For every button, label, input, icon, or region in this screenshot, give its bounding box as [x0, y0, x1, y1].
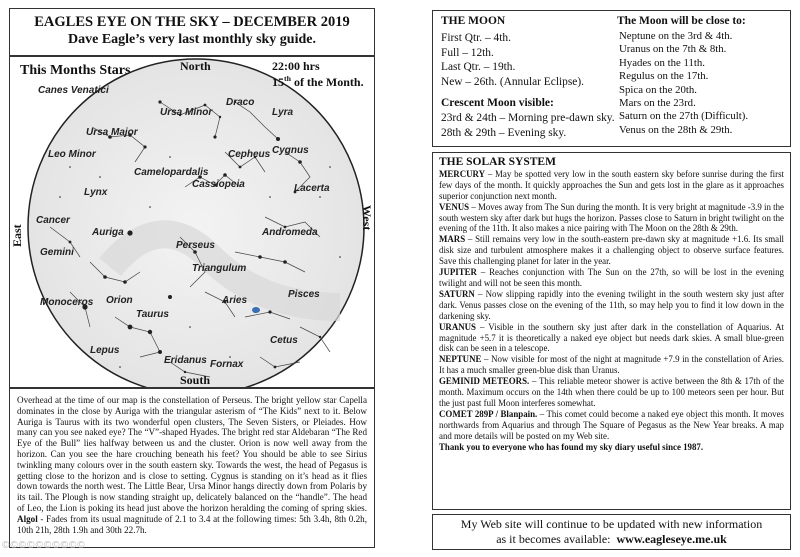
description-text: Overhead at the time of our map is the constellation of Perseus. The bright yellow star Capella dominates in the close by Auriga with the triangular asterism of “The Kids” next to it. Below Auriga is Taurus with its two wonderful open clusters, The Seven Sisters, or Pleiades. How many can you see naked eye? The “V”-shaped Hyades. The bright red star Aldebaran “The Red Eye of the Bull” lies halfway between us and the cluster. Orion is now well away from the horizon. Can you see the hare crouching beneath his feet? You should be able to see Sirius twinkling many colours over in the south eastern sky. Towards the west, the head of Pegasus is getting close to the horizon and is close to setting. Cygnus is standing on it’s head as it flies down towards the north west. The Little Bear, Ursa Minor hangs directly down from Polaris by its tail. The Plough is now standing straight up, delicately balanced on the “handle”. The head of Leo, the Lion is poking its head just above the horizon heralding the coming of spring skies. — [17, 395, 367, 513]
moon-close-item: Spica on the 20th. — [619, 83, 697, 96]
map-heading: This Months Stars — [20, 63, 131, 78]
moon-phase-item: New – 26th. (Annular Eclipse). — [441, 75, 584, 88]
solar-heading: THE SOLAR SYSTEM — [439, 156, 556, 168]
solar-item-mars: MARS – Still remains very low in the south-eastern pre-dawn sky at magnitude +1.6. Its small disk size and turbulent atmosphere makes it a challenging object to observe surface features. Save this challenging planet for later in the year. — [439, 234, 784, 267]
label-pisces: Pisces — [288, 289, 320, 300]
solar-item-geminids: GEMINID METEORS. – This reliable meteor shower is active between the 8th & 17th of the month. Maximum occurs on the 14th when there could be up to 100 meteors seen per hour. But the just past full Moon interferes somewhat. — [439, 376, 784, 408]
website-link[interactable]: www.eagleseye.me.uk — [616, 532, 727, 546]
algol-label: Algol — [17, 513, 38, 524]
label-triangulum: Triangulum — [192, 263, 247, 274]
label-cygnus: Cygnus — [272, 145, 309, 156]
label-auriga: Auriga — [92, 227, 124, 238]
solar-system-box — [432, 152, 791, 510]
moon-close-item: Saturn on the 27th (Difficult). — [619, 110, 749, 123]
moon-close-heading: The Moon will be close to: — [617, 15, 746, 27]
thanks-note: Thank you to everyone who has found my sky diary useful since 1987. — [439, 441, 704, 452]
website-box — [432, 514, 791, 550]
map-time: 22:00 hrs — [272, 59, 320, 73]
label-cepheus: Cepheus — [228, 149, 271, 160]
solar-item-venus: VENUS – Moves away from The Sun during the month. It is very bright at magnitude -3.9 in the south western sky after dark but hugs the horizon. Passes close to Saturn in bright twilight on the evening of the 11th. It also makes a nice pairing with The Moon on the 28th & 29th. — [439, 201, 784, 234]
page-subtitle: Dave Eagle’s very last monthly sky guide. — [68, 32, 316, 47]
compass-south: South — [180, 373, 211, 387]
label-ursa-minor: Ursa Minor — [160, 107, 213, 118]
label-gemini: Gemini — [40, 247, 74, 258]
solar-item-mercury: MERCURY – May be spotted very low in the south eastern sky before sunrise during the first few days of the month. It quickly approaches the Sun and gets lost in the glare as it approaches superior conjunction next month. — [439, 168, 784, 201]
solar-item-neptune: NEPTUNE – Now visible for most of the night at magnitude +7.9 in the constellation of Aries. It has a much smaller green-blue disk than Uranus. — [439, 354, 784, 376]
solar-item-uranus: URANUS – Visible in the southern sky just after dark in the constellation of Aquarius. At magnitude +5.7 it is theoretically a naked eye object but needs dark skies. A small blue-green disk can be seen in a telescope. — [439, 321, 784, 354]
watermark: ©©©©©©©©©© — [2, 540, 86, 551]
star-map — [9, 56, 375, 388]
map-date: 15th of the Month. — [272, 74, 364, 89]
label-cassiopeia: Cassiopeia — [192, 179, 245, 190]
moon-close-item: Neptune on the 3rd & 4th. — [619, 30, 733, 42]
label-cancer: Cancer — [36, 215, 70, 226]
compass-east: East — [10, 224, 24, 247]
header-box — [9, 8, 375, 56]
label-orion: Orion — [106, 295, 133, 306]
label-aries: Aries — [222, 295, 248, 306]
algol-text: - Fades from its usual magnitude of 2.1 to 3.4 at the following times: 5th 3.4h, 8th 0.2h, 10th 21h, 28th 1.9h and 30th 22.7h. — [17, 513, 367, 535]
moon-phases — [441, 31, 584, 89]
label-andromeda: Andromeda — [262, 227, 318, 238]
page-title: EAGLES EYE ON THE SKY – DECEMBER 2019 — [34, 14, 350, 30]
crescent-heading: Crescent Moon visible: — [441, 97, 554, 109]
crescent-list — [441, 111, 615, 140]
solar-item-comet: COMET 289P / Blanpain. – This comet could become a naked eye object this month. It moves northwards from Aquarius and through The Square of Pegasus as the New Year breaks. A map and more details will be posted on my Web site. — [439, 408, 784, 441]
moon-close-item: Regulus on the 17th. — [619, 70, 709, 83]
moon-close-item: Uranus on the 7th & 8th. — [619, 43, 727, 56]
moon-phase-item: Last Qtr. – 19th. — [441, 61, 516, 73]
label-ursa-major: Ursa Major — [86, 127, 138, 138]
website-line1: My Web site will continue to be updated with new information — [460, 517, 763, 531]
label-canes-venatici: Canes Venatici — [38, 85, 109, 96]
moon-phase-item: First Qtr. – 4th. — [441, 32, 511, 44]
label-fornax: Fornax — [210, 359, 244, 370]
label-draco: Draco — [226, 97, 255, 108]
label-perseus: Perseus — [176, 240, 215, 251]
website-line2: as it becomes available: www.eagleseye.me.uk — [496, 532, 727, 546]
moon-box — [432, 10, 791, 147]
solar-item-jupiter: JUPITER – Reaches conjunction with The Sun on the 27th, so will be lost in the evening twilight and will not be seen this month. — [439, 267, 784, 288]
label-cetus: Cetus — [270, 335, 298, 346]
crescent-item: 23rd & 24th – Morning pre-dawn sky. — [441, 112, 615, 124]
moon-close-list — [619, 30, 748, 137]
neptune-marker — [252, 307, 260, 313]
compass-north: North — [180, 59, 211, 73]
label-eridanus: Eridanus — [164, 355, 207, 366]
crescent-item: 28th & 29th – Evening sky. — [441, 126, 567, 139]
label-lepus: Lepus — [90, 345, 120, 356]
moon-close-item: Mars on the 23rd. — [619, 97, 696, 110]
solar-item-saturn: SATURN – Now slipping rapidly into the evening twilight in the south western sky just after dark. Venus passes close on the evening of the 11th, so may help you to find it low down in the darkening sky. — [439, 288, 784, 321]
label-lacerta: Lacerta — [294, 183, 330, 194]
label-camelopardalis: Camelopardalis — [134, 167, 209, 178]
label-monoceros: Monoceros — [40, 297, 94, 308]
moon-close-item: Hyades on the 11th. — [619, 56, 705, 69]
label-leo-minor: Leo Minor — [48, 149, 96, 160]
label-lyra: Lyra — [272, 107, 294, 118]
moon-phase-item: Full – 12th. — [441, 46, 494, 59]
compass-west: West — [360, 205, 374, 231]
moon-close-item: Venus on the 28th & 29th. — [619, 123, 733, 136]
label-taurus: Taurus — [136, 309, 169, 320]
label-lynx: Lynx — [84, 187, 108, 198]
moon-heading: THE MOON — [441, 15, 506, 27]
sky-description — [9, 388, 375, 548]
